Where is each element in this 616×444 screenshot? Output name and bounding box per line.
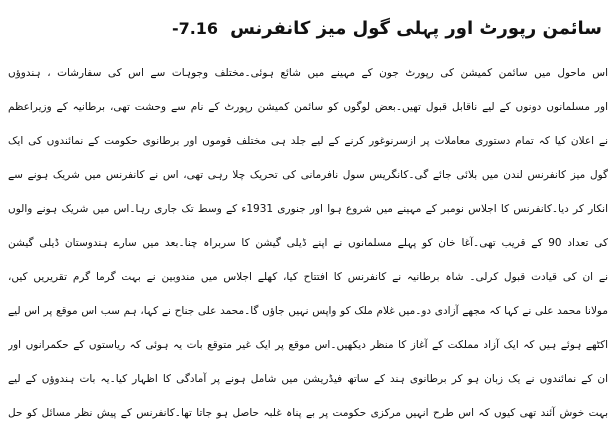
text-line: ان کے نمائندوں نے یک زبان ہو کر برطانوی ہند کے ساتھ فیڈریشن میں شامل ہونے پر آمادگی کا اظہار کیا۔یہ بات ہندوؤں کے لیے bbox=[8, 373, 608, 385]
text-line: بہت خوش آئند تھی کیوں کہ اس طرح انہیں مرکزی حکومت پر بے پناہ غلبہ حاصل ہو جاتا تھا۔کانفرنس کے پیش نظر مسائل کو حل bbox=[8, 407, 608, 419]
heading-number: -7.16 bbox=[171, 18, 219, 38]
section-heading bbox=[172, 6, 602, 50]
text-line: مولانا محمد علی نے کہا کہ مجھے آزادی دو۔میں غلام ملک کو واپس نہیں جاؤں گا۔محمد علی جناح نے کہا، ہم سب اس موقع پر اس لیے bbox=[8, 305, 608, 317]
text-line: انکار کر دیا۔کانفرنس کا اجلاس نومبر کے مہینے میں شروع ہوا اور جنوری 1931ء کے وسط تک جاری رہا۔اس میں شریک ہونے والوں bbox=[8, 203, 608, 215]
text-line: نے ان کی قیادت قبول کرلی۔ شاہ برطانیہ نے کانفرنس کا افتتاح کیا، کھلے اجلاس میں مندوبین نے بہت گرما گرم تقریریں کیں، bbox=[8, 271, 608, 283]
body-paragraph bbox=[8, 56, 608, 430]
text-line: کی تعداد 90 کے قریب تھی۔آغا خان کو پہلے مسلمانوں نے اپنے ڈیلی گیشن کا سربراہ چنا۔بعد میں سارے ہندوستان ڈیلی گیشن bbox=[8, 237, 608, 249]
text-line: گول میز کانفرنس لندن میں بلائی جائے گی۔کانگریس سول نافرمانی کی تحریک چلا رہی تھی، اس نے کانفرنس میں شریک ہونے سے bbox=[8, 169, 608, 181]
text-line: اور مسلمانوں دونوں کے لیے ناقابل قبول تھیں۔بعض لوگوں کو سائمن کمیشن رپورٹ کے نام سے وحشت تھی، برطانیہ کے وزیراعظم bbox=[8, 101, 608, 113]
text-line: نے اعلان کیا کہ تمام دستوری معاملات پر ازسرنوغور کرنے کے لیے جلد ہی مختلف قوموں اور برطانوی حکومت کے نمائندوں کی ایک bbox=[8, 135, 608, 147]
heading-title: سائمن رپورٹ اور پہلی گول میز کانفرنس bbox=[230, 17, 602, 39]
text-line: اس ماحول میں سائمن کمیشن کی رپورٹ جون کے مہینے میں شائع ہوئی۔مختلف وجوہات سے اس کی سفارشات ، ہندوؤں bbox=[8, 67, 608, 79]
text-line: اکٹھے ہوئے ہیں کہ ایک آزاد مملکت کے آغاز کا منظر دیکھیں۔اس موقع پر ایک غیر متوقع بات یہ ہوئی کہ ریاستوں کے حکمرانوں اور bbox=[8, 339, 608, 351]
